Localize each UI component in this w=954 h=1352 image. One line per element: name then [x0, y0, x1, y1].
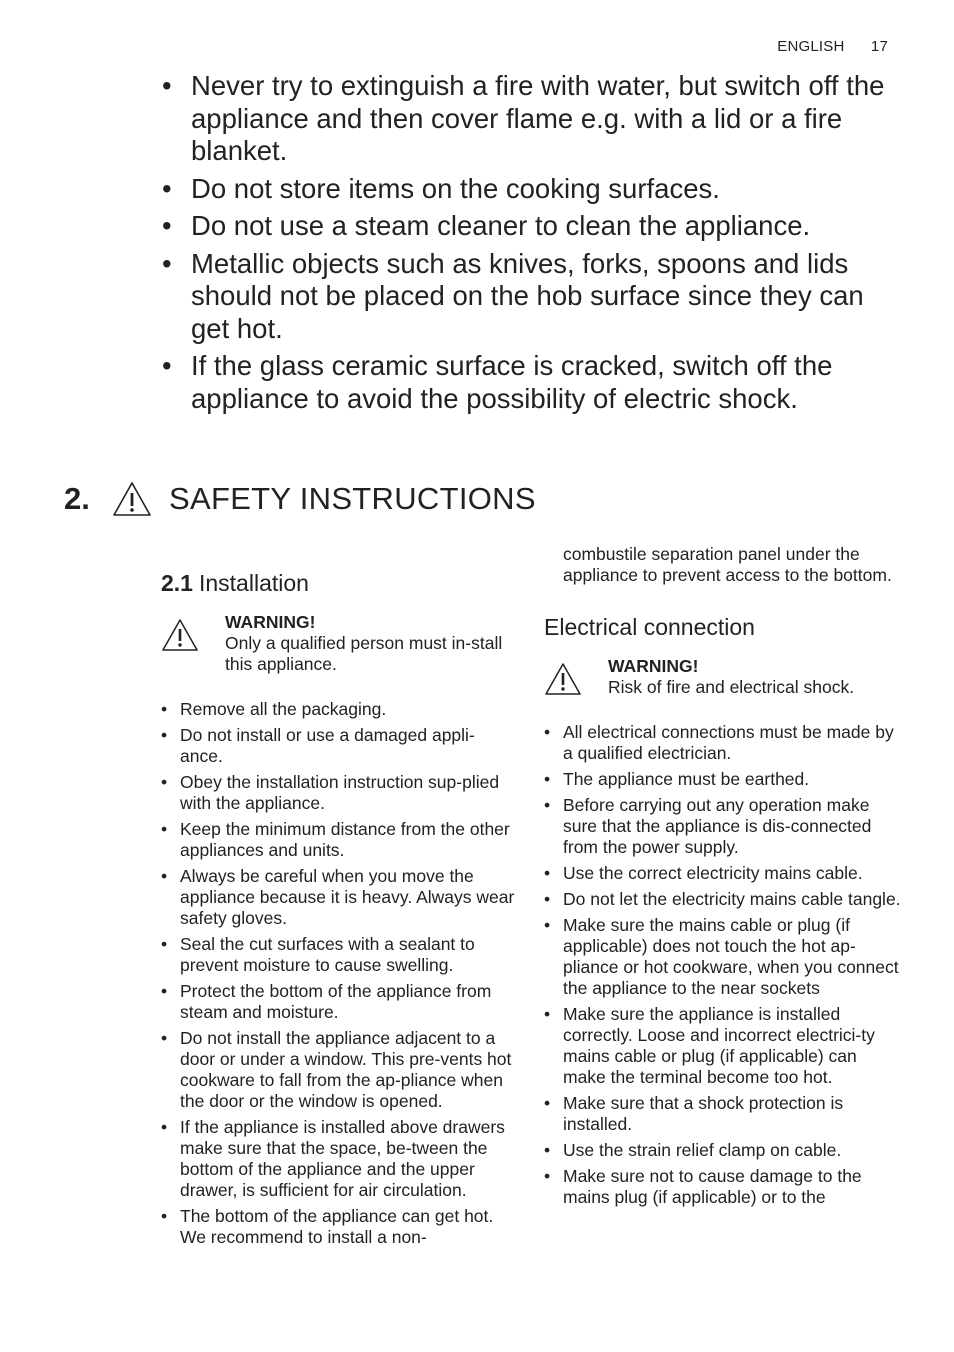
list-item: • Do not install or use a damaged appli-ance. [161, 725, 516, 767]
list-item: • Obey the installation instruction sup-plied with the appliance. [161, 772, 516, 814]
section-title: SAFETY INSTRUCTIONS [169, 481, 536, 516]
list-item: • Do not use a steam cleaner to clean the appliance. [162, 210, 902, 243]
list-item: • If the glass ceramic surface is cracked, switch off the appliance to avoid the possibility of electric shock. [162, 350, 902, 415]
list-item: • All electrical connections must be made by a qualified electrician. [544, 722, 904, 764]
section-heading [64, 476, 536, 522]
warning-label: WARNING! [608, 656, 699, 676]
list-item: • If the appliance is installed above drawers make sure that the space, be-tween the bottom of the appliance and the upper drawer, is sufficient for air circulation. [161, 1117, 516, 1201]
list-item: • Make sure not to cause damage to the mains plug (if applicable) or to the [544, 1166, 904, 1208]
page-number: 17 [870, 38, 888, 55]
list-item: • The appliance must be earthed. [544, 769, 904, 790]
warning-triangle-icon [544, 662, 582, 696]
list-item: • Keep the minimum distance from the other appliances and units. [161, 819, 516, 861]
installation-number: 2.1 [161, 570, 193, 596]
section-number: 2. [64, 481, 90, 516]
list-item: • Seal the cut surfaces with a sealant to prevent moisture to cause swelling. [161, 934, 516, 976]
electrical-warning [544, 656, 904, 698]
electrical-list [544, 722, 904, 1208]
warning-triangle-icon [112, 481, 152, 517]
list-item: • Remove all the packaging. [161, 699, 516, 720]
installation-warning [161, 612, 516, 675]
list-item: • Do not store items on the cooking surfaces. [162, 173, 902, 206]
installation-title: Installation [198, 570, 309, 596]
header-language: ENGLISH [777, 38, 845, 55]
list-item: • Make sure the appliance is installed correctly. Loose and incorrect electrici-ty mains cable or plug (if applicable) can make the terminal become too hot. [544, 1004, 904, 1088]
left-column [161, 568, 516, 1253]
list-item: • Never try to extinguish a fire with water, but switch off the appliance and then cover flame e.g. with a lid or a fire blanket. [162, 70, 902, 168]
warning-label: WARNING! [225, 612, 316, 632]
list-item: • Do not install the appliance adjacent to a door or under a window. This pre-vents hot cookware to fall from the ap-pliance when the door or the window is opened. [161, 1028, 516, 1112]
list-item: • The bottom of the appliance can get hot. We recommend to install a non- [161, 1206, 516, 1248]
top-bullet-list [162, 70, 902, 420]
electrical-heading: Electrical connection [544, 614, 755, 640]
list-item: • Protect the bottom of the appliance from steam and moisture. [161, 981, 516, 1023]
list-item: • Make sure that a shock protection is installed. [544, 1093, 904, 1135]
warning-text: Only a qualified person must in-stall this appliance. [225, 633, 503, 674]
page-header [777, 38, 888, 55]
list-item: • Metallic objects such as knives, forks, spoons and lids should not be placed on the hob surface since they can get hot. [162, 248, 902, 346]
installation-heading [161, 568, 516, 598]
warning-triangle-icon [161, 618, 199, 652]
installation-continued-text: combustile separation panel under the appliance to prevent access to the bottom. [563, 544, 892, 585]
list-item: • Always be careful when you move the appliance because it is heavy. Always wear safety gloves. [161, 866, 516, 929]
list-item: • Use the strain relief clamp on cable. [544, 1140, 904, 1161]
installation-list [161, 699, 516, 1248]
list-item: • Do not let the electricity mains cable tangle. [544, 889, 904, 910]
warning-text: Risk of fire and electrical shock. [608, 677, 855, 697]
list-item: • Make sure the mains cable or plug (if applicable) does not touch the hot ap-pliance or hot cookware, when you connect the appliance to the near sockets [544, 915, 904, 999]
list-item: • Use the correct electricity mains cable. [544, 863, 904, 884]
right-column [544, 544, 904, 1213]
list-item: • Before carrying out any operation make sure that the appliance is dis-connected from the power supply. [544, 795, 904, 858]
